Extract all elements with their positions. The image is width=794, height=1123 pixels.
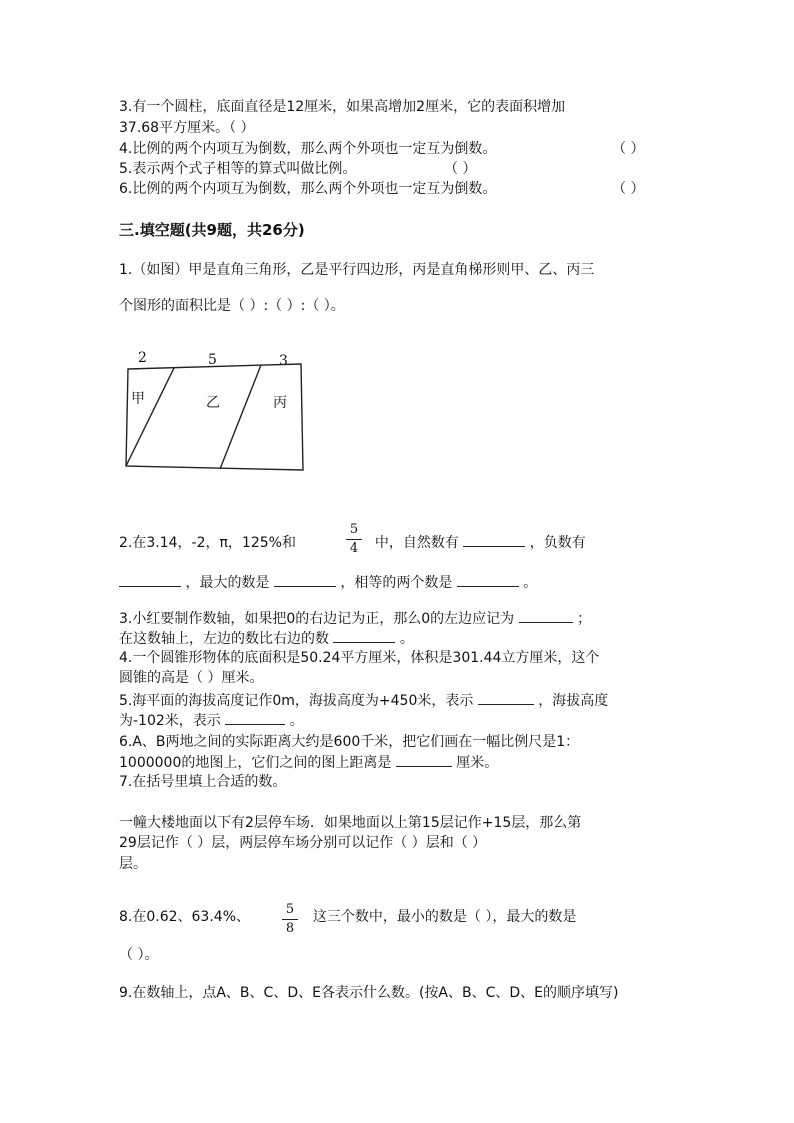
fraction-denominator: 8 [285, 921, 295, 936]
judge-q5: 5.表示两个式子相等的算式叫做比例。 [119, 161, 357, 177]
figure-region-label: 乙 [206, 395, 220, 411]
judge-q6-answer-paren[interactable]: （ ） [612, 181, 645, 197]
fill-q1-line2: 个图形的面积比是（ ）:（ ）:（ ）。 [119, 298, 345, 314]
fill-q6-text: 1000000的地图上，它们之间的图上距离是 [119, 755, 392, 771]
fill-q3-text: 。 [399, 631, 414, 647]
fill-q3-line1 [119, 608, 591, 629]
judge-q6: 6.比例的两个内项互为倒数，那么两个外项也一定互为倒数。 [119, 181, 497, 197]
answer-blank[interactable] [396, 752, 452, 767]
fill-q3-text: ； [577, 611, 592, 627]
fill-q2-text: ，负数有 [529, 535, 586, 551]
answer-blank[interactable] [225, 710, 285, 725]
fill-q5-text: 5.海平面的海拔高度记作0m，海拔高度为+450米，表示 [119, 693, 474, 709]
fill-q2-text: 2.在3.14，-2，π，125%和 [119, 535, 296, 551]
fill-q5-text: 为-102米，表示 [119, 713, 221, 729]
fill-q3-text: 在这数轴上，左边的数比右边的数 [119, 631, 329, 647]
shape-figure [118, 348, 318, 478]
fill-q5-text: ，海拔高度 [538, 693, 609, 709]
answer-blank[interactable] [119, 572, 181, 587]
figure-region-label: 丙 [273, 395, 287, 411]
fill-q5-text: 。 [289, 713, 304, 729]
fill-q8-text: 8.在0.62、63.4%、 [119, 909, 251, 925]
fill-q2-text: 中，自然数有 [374, 535, 459, 551]
judge-q4-answer-paren[interactable]: （ ） [612, 141, 645, 157]
fraction-5-8 [282, 902, 298, 937]
judge-q3-line2: 37.68平方厘米。（ ） [119, 120, 255, 136]
fill-q2-line2 [119, 572, 537, 593]
figure-region-label: 甲 [131, 391, 145, 407]
figure-top-label: 3 [279, 353, 288, 369]
fill-q7-title: 7.在括号里填上合适的数。 [119, 774, 287, 790]
fraction-5-4 [346, 522, 362, 557]
fill-q4-line1: 4.一个圆锥形物体的底面积是50.24平方厘米，体积是301.44立方厘米，这个 [119, 650, 600, 666]
fill-q6-line1: 6.A、B两地之间的实际距离大约是600千米，把它们画在一幅比例尺是1： [119, 734, 580, 750]
fill-q3-line2 [119, 628, 414, 649]
fill-q6-text: 厘米。 [456, 755, 499, 771]
fill-q2-text: 。 [523, 575, 538, 591]
fill-q5-line2 [119, 710, 304, 731]
answer-blank[interactable] [274, 572, 336, 587]
figure-drawing [118, 348, 318, 478]
fill-q8-text: 这三个数中，最小的数是（ ），最大的数是 [312, 909, 577, 925]
fill-q7-line1: 一幢大楼地面以下有2层停车场．如果地面以上第15层记作+15层，那么第 [119, 815, 582, 831]
judge-q3-line1: 3.有一个圆柱，底面直径是12厘米，如果高增加2厘米，它的表面积增加 [119, 99, 566, 115]
answer-blank[interactable] [478, 690, 534, 705]
fill-q8-line1 [119, 907, 576, 927]
fill-q1-line1: 1.（如图）甲是直角三角形，乙是平行四边形，丙是直角梯形则甲、乙、丙三 [119, 262, 595, 278]
fill-q4-line2: 圆锥的高是（ ）厘米。 [119, 670, 264, 686]
fraction-numerator: 5 [349, 522, 359, 537]
fill-q7-line2: 29层记作（ ）层，两层停车场分别可以记作（ ）层和（ ） [119, 835, 487, 851]
answer-blank[interactable] [463, 532, 525, 547]
figure-top-label: 5 [208, 352, 217, 368]
fraction-denominator: 4 [349, 541, 359, 556]
answer-blank[interactable] [457, 572, 519, 587]
fill-q2-text: ，最大的数是 [185, 575, 270, 591]
fill-q8-line2: （ ）。 [119, 947, 159, 963]
section-title: 三.填空题(共9题，共26分) [119, 221, 305, 239]
judge-q4: 4.比例的两个内项互为倒数，那么两个外项也一定互为倒数。 [119, 141, 497, 157]
judge-q5-answer-paren[interactable]: （ ） [444, 161, 477, 177]
answer-blank[interactable] [519, 608, 573, 623]
fraction-numerator: 5 [285, 902, 295, 917]
fill-q5-line1 [119, 690, 608, 711]
fill-q2-text: ，相等的两个数是 [340, 575, 453, 591]
fill-q7-line3: 层。 [119, 856, 147, 872]
answer-blank[interactable] [333, 628, 395, 643]
fill-q9: 9.在数轴上，点A、B、C、D、E各表示什么数。(按A、B、C、D、E的顺序填写) [119, 985, 619, 1001]
fill-q6-line2 [119, 752, 498, 773]
figure-top-label: 2 [138, 350, 147, 366]
fill-q3-text: 3.小红要制作数轴，如果把0的右边记为正，那么0的左边应记为 [119, 611, 515, 627]
